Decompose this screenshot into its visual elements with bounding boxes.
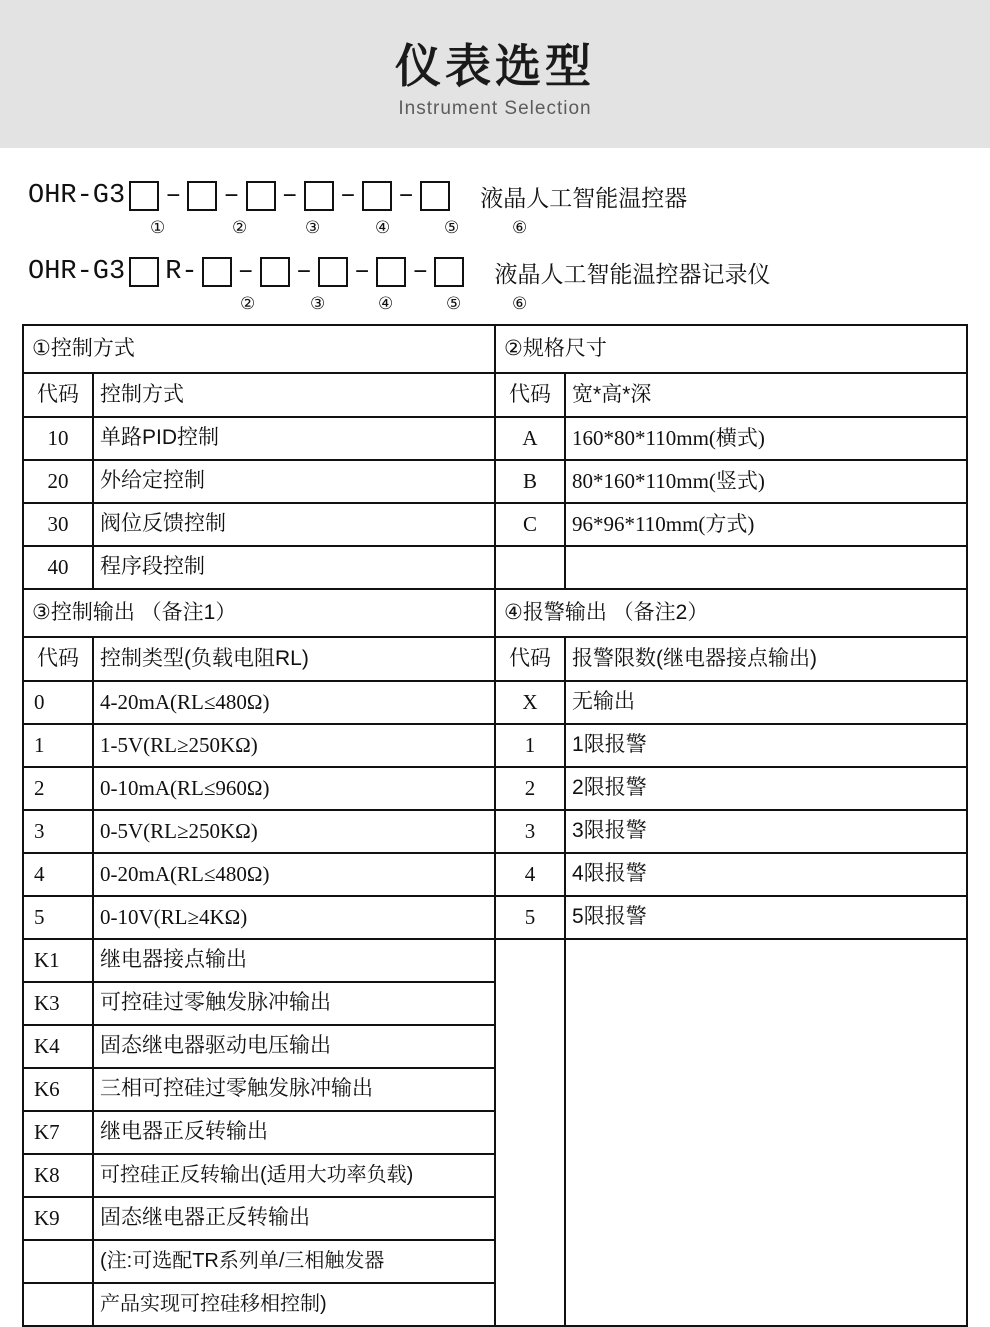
cell-desc: 阀位反馈控制 (93, 503, 495, 546)
table-row (23, 810, 967, 853)
cell-desc: 5限报警 (565, 896, 967, 939)
code-box[interactable] (434, 257, 464, 287)
code-box[interactable] (129, 257, 159, 287)
cell-code: 4 (23, 853, 93, 896)
cell-code: K3 (23, 982, 93, 1025)
cell-desc: 继电器正反转输出 (93, 1111, 495, 1154)
section-3-note-line1: (注:可选配TR系列单/三相触发器 (93, 1240, 495, 1283)
model-description-1: 液晶人工智能温控器 (480, 184, 688, 211)
cell-desc: 1-5V(RL≥250KΩ) (93, 724, 495, 767)
cell-desc: 3限报警 (565, 810, 967, 853)
cell-code: X (495, 681, 565, 724)
table-row (23, 417, 967, 460)
table-row (23, 460, 967, 503)
marker-3: ③ (305, 218, 321, 237)
dash-separator: – (412, 257, 429, 287)
code-box[interactable] (129, 181, 159, 211)
section-4-filler-code (495, 939, 565, 1326)
table-row (23, 373, 967, 417)
code-box[interactable] (202, 257, 232, 287)
cell-code: 5 (495, 896, 565, 939)
cell-code: 20 (23, 460, 93, 503)
marker-4b: ④ (378, 294, 394, 313)
dash-separator: – (295, 257, 313, 287)
section-3-note-line2: 产品实现可控硅移相控制) (93, 1283, 495, 1326)
cell-code: 0 (23, 681, 93, 724)
cell-code: A (495, 417, 565, 460)
cell-code: B (495, 460, 565, 503)
cell-desc: 160*80*110mm(横式) (565, 417, 967, 460)
cell-code: 1 (495, 724, 565, 767)
cell-desc: 单路PID控制 (93, 417, 495, 460)
section-1-title: ①控制方式 (23, 325, 495, 373)
cell-code: 2 (23, 767, 93, 810)
section-2-desc-header: 宽*高*深 (565, 373, 967, 417)
dash-separator: – (339, 181, 357, 211)
table-row (23, 853, 967, 896)
table-row (23, 546, 967, 589)
model-prefix-1: OHR-G3 (28, 181, 126, 211)
cell-desc: 4-20mA(RL≤480Ω) (93, 681, 495, 724)
model-description-2: 液晶人工智能温控器记录仪 (494, 260, 771, 287)
cell-code: K7 (23, 1111, 93, 1154)
code-box[interactable] (260, 257, 290, 287)
cell-code: 3 (23, 810, 93, 853)
code-box[interactable] (246, 181, 276, 211)
section-2-title: ②规格尺寸 (495, 325, 967, 373)
section-3-title: ③控制输出 （备注1） (23, 589, 495, 637)
cell-code: 30 (23, 503, 93, 546)
cell-code: 10 (23, 417, 93, 460)
dash-separator: – (398, 181, 415, 211)
code-box[interactable] (187, 181, 217, 211)
cell-code: K9 (23, 1197, 93, 1240)
dash-separator: – (165, 181, 182, 211)
cell-desc: 0-20mA(RL≤480Ω) (93, 853, 495, 896)
dash-separator: – (354, 257, 371, 287)
model-prefix-2: OHR-G3 (28, 257, 126, 287)
code-box[interactable] (420, 181, 450, 211)
cell-desc: 2限报警 (565, 767, 967, 810)
page-subtitle: Instrument Selection (398, 98, 592, 120)
marker-6b: ⑥ (512, 294, 528, 313)
table-row (23, 589, 967, 637)
section-4-code-header: 代码 (495, 637, 565, 681)
section-4-title: ④报警输出 （备注2） (495, 589, 967, 637)
section-1-desc-header: 控制方式 (93, 373, 495, 417)
table-row (23, 939, 967, 982)
cell-code: 5 (23, 896, 93, 939)
cell-desc: 固态继电器正反转输出 (93, 1197, 495, 1240)
cell-code: K6 (23, 1068, 93, 1111)
table-row (23, 767, 967, 810)
table-row (23, 681, 967, 724)
marker-row-1 (0, 218, 990, 244)
section-1-code-header: 代码 (23, 373, 93, 417)
cell-empty (565, 546, 967, 589)
selection-table (22, 324, 968, 1327)
model-code-row-1 (0, 174, 990, 218)
marker-3b: ③ (310, 294, 326, 313)
cell-desc: 1限报警 (565, 724, 967, 767)
cell-empty (23, 1283, 93, 1326)
section-4-filler-desc (565, 939, 967, 1326)
cell-code: 40 (23, 546, 93, 589)
table-row (23, 503, 967, 546)
marker-2: ② (232, 218, 248, 237)
page-title: 仪表选型 (395, 39, 595, 92)
cell-code: 3 (495, 810, 565, 853)
cell-desc: 外给定控制 (93, 460, 495, 503)
model-r-suffix: R- (165, 257, 198, 287)
section-3-desc-header: 控制类型(负载电阻RL) (93, 637, 495, 681)
cell-desc: 0-10V(RL≥4KΩ) (93, 896, 495, 939)
marker-4: ④ (375, 218, 391, 237)
table-row (23, 637, 967, 681)
cell-desc: 固态继电器驱动电压输出 (93, 1025, 495, 1068)
dash-separator: – (237, 257, 254, 287)
cell-empty (23, 1240, 93, 1283)
model-code-row-2 (0, 250, 990, 294)
cell-empty (495, 546, 565, 589)
marker-5b: ⑤ (446, 294, 462, 313)
cell-desc: 4限报警 (565, 853, 967, 896)
cell-code: K1 (23, 939, 93, 982)
section-4-desc-header: 报警限数(继电器接点输出) (565, 637, 967, 681)
cell-code: K4 (23, 1025, 93, 1068)
code-box[interactable] (376, 257, 406, 287)
model-code-block (0, 148, 990, 316)
cell-code: 4 (495, 853, 565, 896)
section-3-code-header: 代码 (23, 637, 93, 681)
cell-code: K8 (23, 1154, 93, 1197)
code-box[interactable] (362, 181, 392, 211)
code-box[interactable] (318, 257, 348, 287)
cell-desc: 可控硅正反转输出(适用大功率负载) (93, 1154, 495, 1197)
marker-6: ⑥ (512, 218, 528, 237)
cell-desc: 0-10mA(RL≤960Ω) (93, 767, 495, 810)
cell-code: 1 (23, 724, 93, 767)
table-row (23, 896, 967, 939)
marker-5: ⑤ (444, 218, 460, 237)
table-row (23, 325, 967, 373)
cell-desc: 三相可控硅过零触发脉冲输出 (93, 1068, 495, 1111)
marker-row-2 (0, 294, 990, 316)
marker-2b: ② (240, 294, 256, 313)
code-box[interactable] (304, 181, 334, 211)
table-row (23, 724, 967, 767)
marker-1: ① (150, 218, 166, 237)
cell-code: 2 (495, 767, 565, 810)
cell-desc: 96*96*110mm(方式) (565, 503, 967, 546)
cell-code: C (495, 503, 565, 546)
cell-desc: 程序段控制 (93, 546, 495, 589)
dash-separator: – (223, 181, 240, 211)
dash-separator: – (281, 181, 298, 211)
section-2-code-header: 代码 (495, 373, 565, 417)
page-banner (0, 0, 990, 148)
cell-desc: 无输出 (565, 681, 967, 724)
cell-desc: 可控硅过零触发脉冲输出 (93, 982, 495, 1025)
cell-desc: 继电器接点输出 (93, 939, 495, 982)
cell-desc: 80*160*110mm(竖式) (565, 460, 967, 503)
cell-desc: 0-5V(RL≥250KΩ) (93, 810, 495, 853)
